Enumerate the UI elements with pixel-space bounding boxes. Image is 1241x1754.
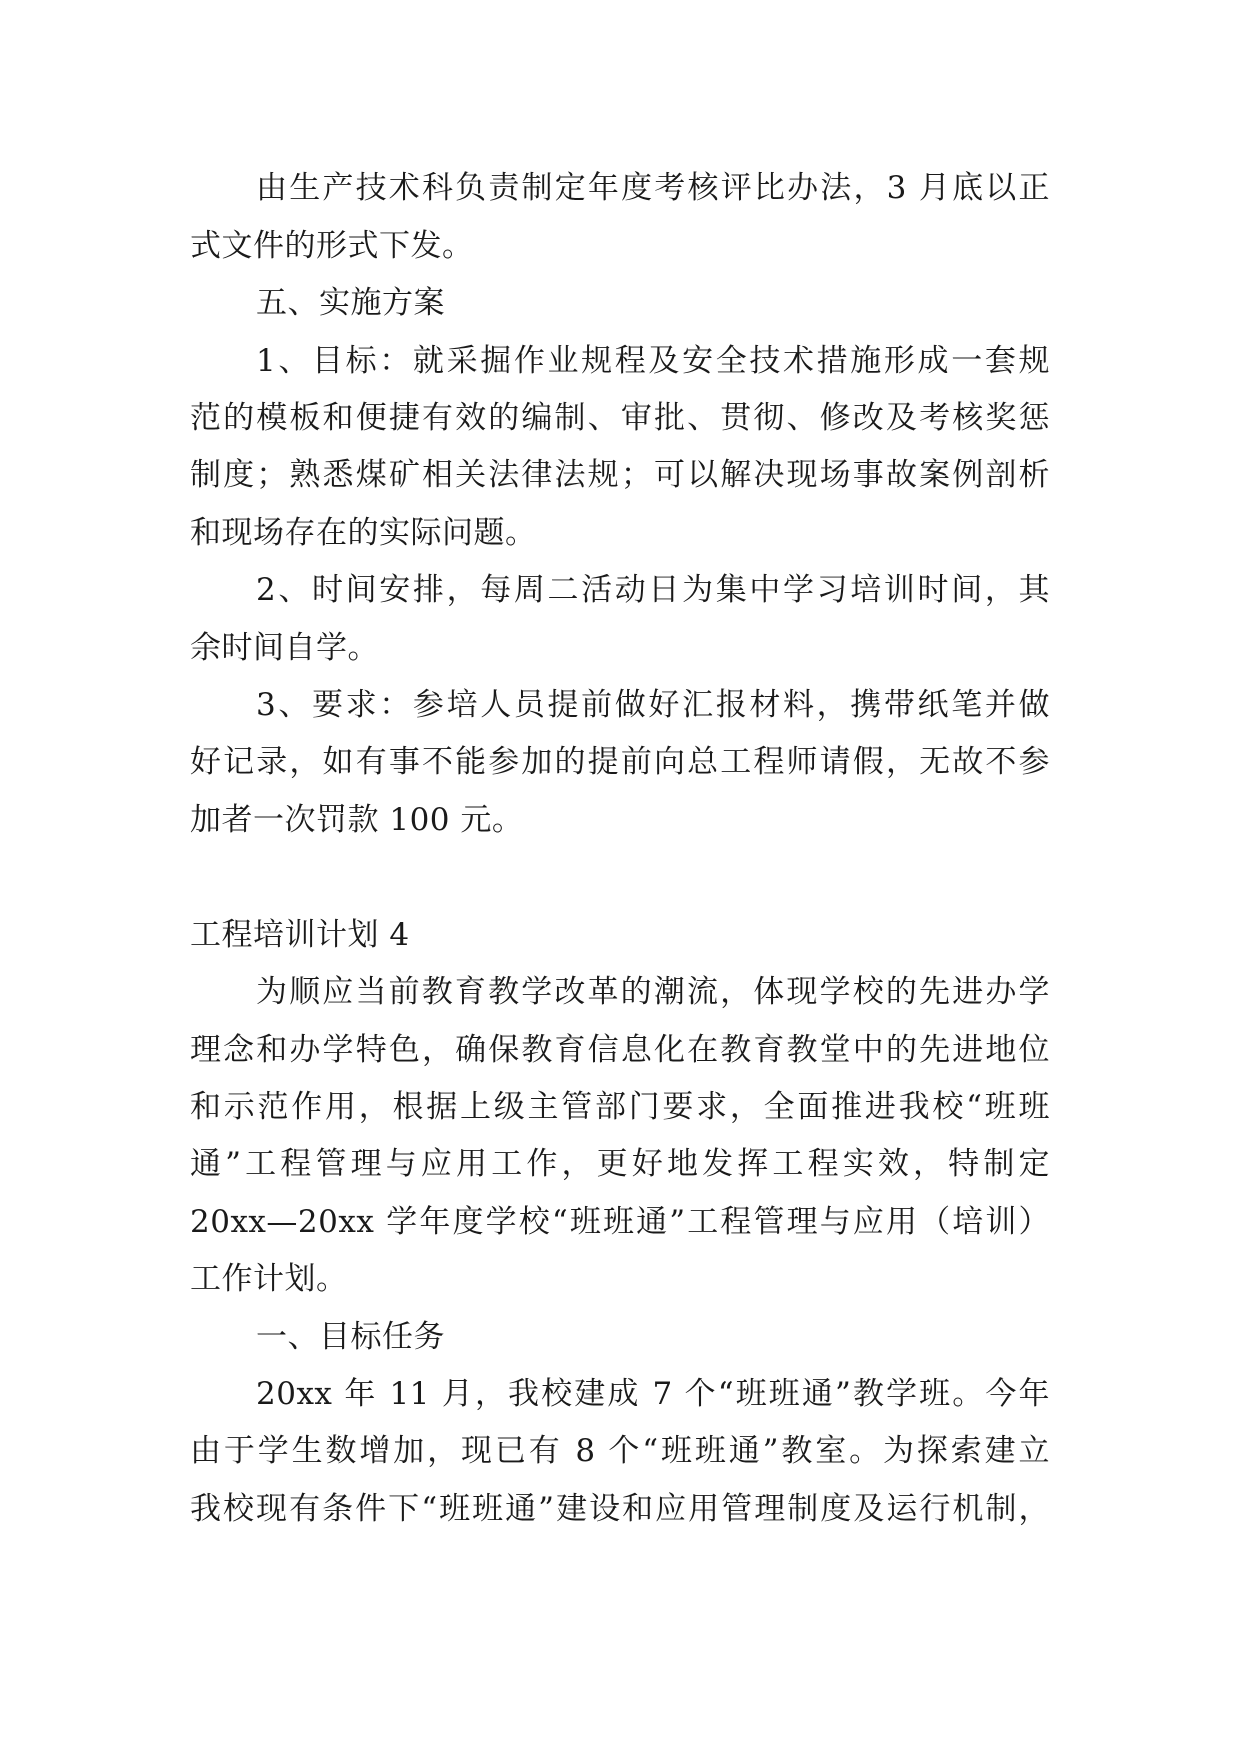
- paragraph-line: 1、目标：就采掘作业规程及安全技术措施形成一套规: [256, 343, 1050, 379]
- section-heading: 五、实施方案: [256, 285, 445, 321]
- paragraph-line: 我校现有条件下“班班通”建设和应用管理制度及运行机制，: [190, 1491, 1050, 1527]
- paragraph-line: 为顺应当前教育教学改革的潮流，体现学校的先进办学: [256, 974, 1050, 1010]
- paragraph-line: 和现场存在的实际问题。: [190, 515, 537, 551]
- paragraph-line: 工作计划。: [190, 1261, 348, 1297]
- paragraph-line: 范的模板和便捷有效的编制、审批、贯彻、修改及考核奖惩: [190, 400, 1050, 436]
- paragraph-line: 好记录，如有事不能参加的提前向总工程师请假，无故不参: [190, 744, 1050, 780]
- section-heading: 一、目标任务: [256, 1319, 445, 1355]
- paragraph-line: 2、时间安排，每周二活动日为集中学习培训时间，其: [256, 572, 1050, 608]
- paragraph-line: 通”工程管理与应用工作，更好地发挥工程实效，特制定: [190, 1146, 1050, 1182]
- paragraph-line: 和示范作用，根据上级主管部门要求，全面推进我校“班班: [190, 1089, 1050, 1125]
- paragraph-line: 20xx 年 11 月，我校建成 7 个“班班通”教学班。今年: [256, 1376, 1050, 1412]
- paragraph-line: 20xx—20xx 学年度学校“班班通”工程管理与应用（培训）: [190, 1204, 1050, 1240]
- paragraph-line: 制度；熟悉煤矿相关法律法规；可以解决现场事故案例剖析: [190, 457, 1050, 493]
- paragraph-line: 由生产技术科负责制定年度考核评比办法，3 月底以正: [256, 170, 1050, 206]
- paragraph-line: 3、要求：参培人员提前做好汇报材料，携带纸笔并做: [256, 687, 1050, 723]
- document-title: 工程培训计划 4: [190, 917, 410, 953]
- paragraph-line: 理念和办学特色，确保教育信息化在教育教堂中的先进地位: [190, 1032, 1050, 1068]
- paragraph-line: 余时间自学。: [190, 630, 379, 666]
- paragraph-line: 加者一次罚款 100 元。: [190, 802, 524, 838]
- paragraph-line: 式文件的形式下发。: [190, 228, 474, 264]
- paragraph-line: 由于学生数增加，现已有 8 个“班班通”教室。为探索建立: [190, 1433, 1050, 1469]
